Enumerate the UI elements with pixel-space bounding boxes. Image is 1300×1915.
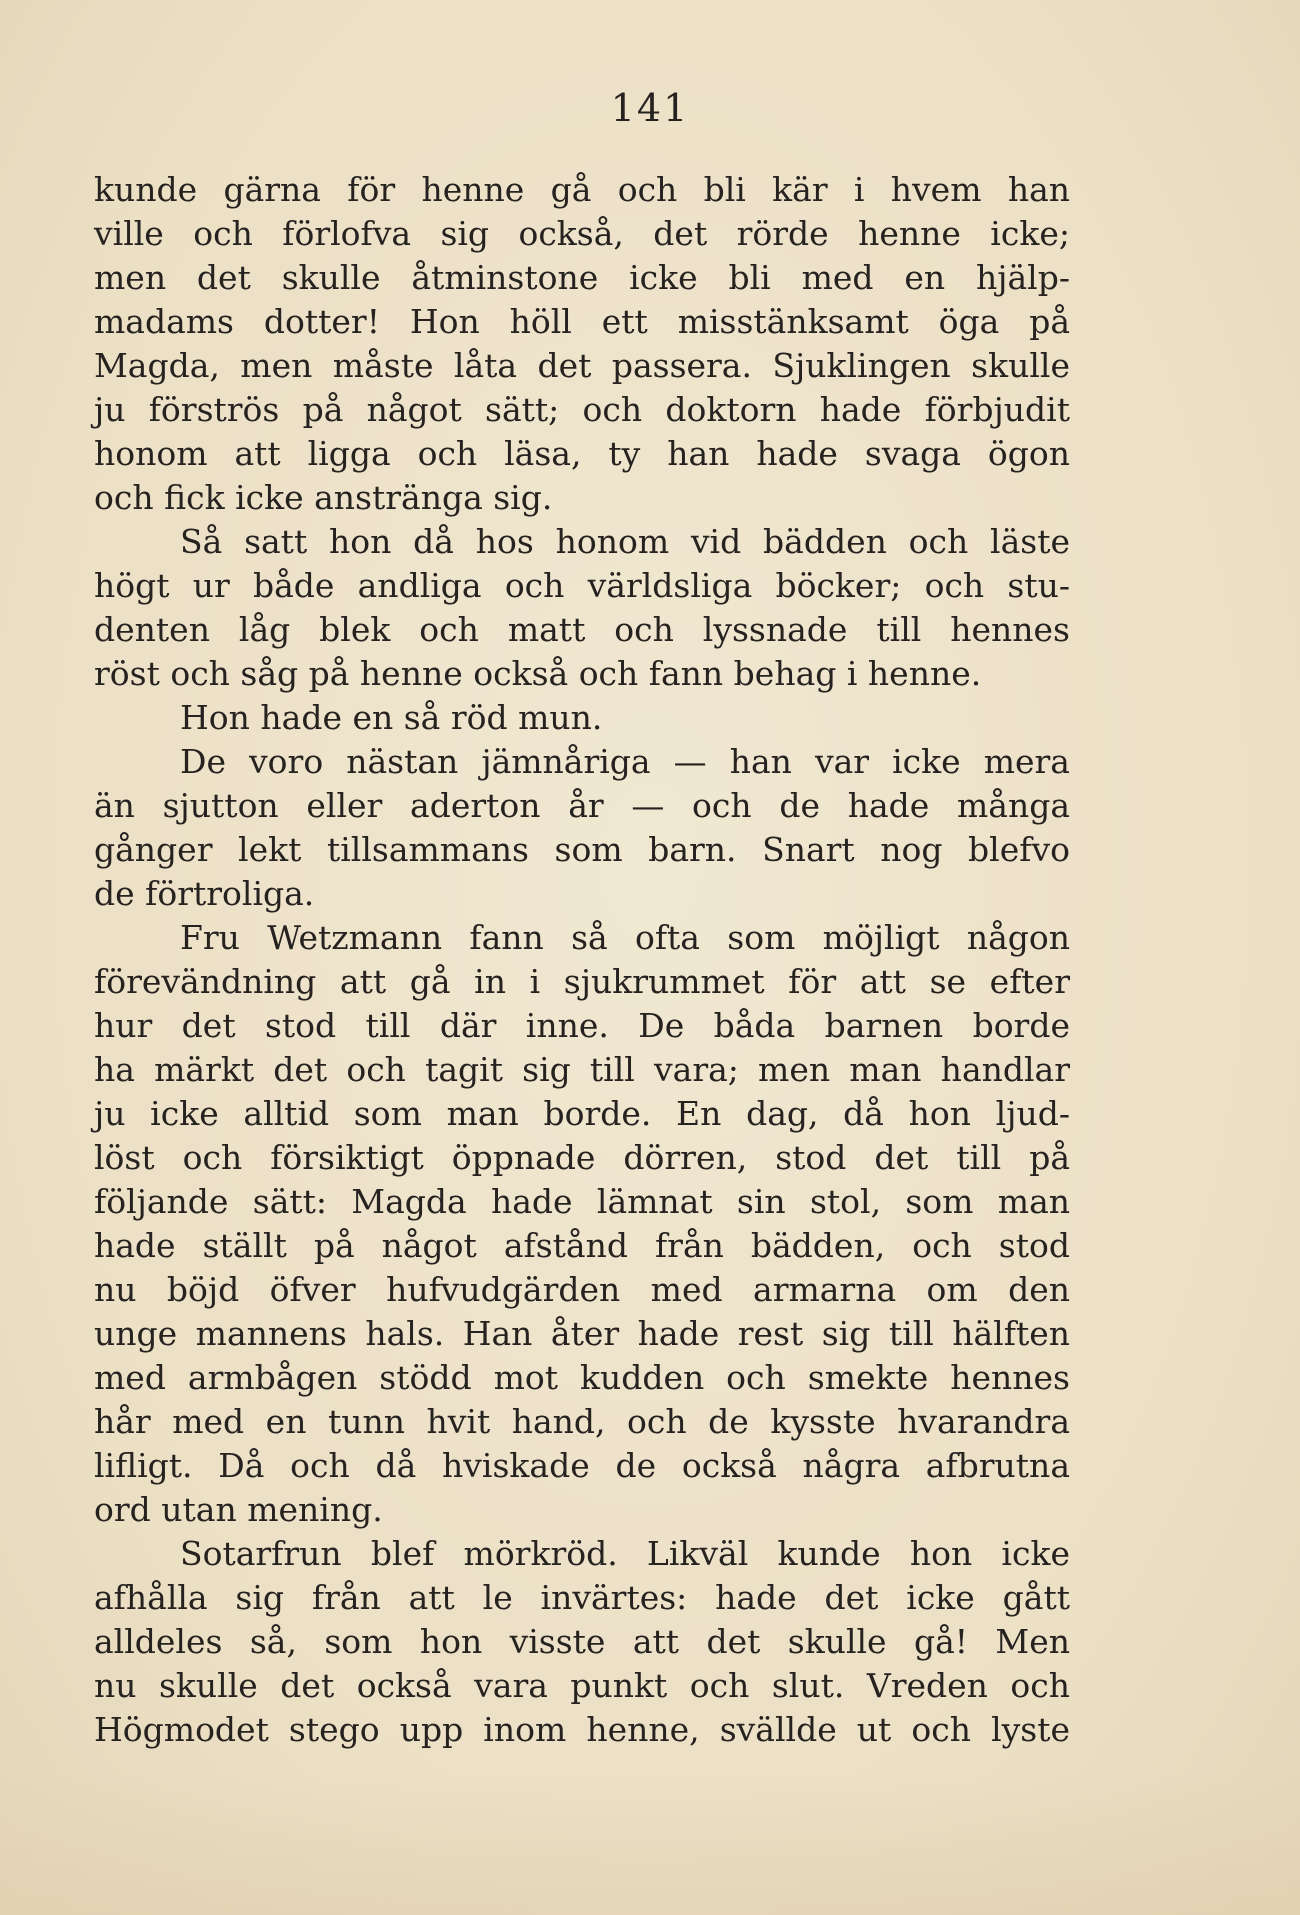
- text-line: ville och förlofva sig också, det rörde henne icke;: [94, 214, 1070, 253]
- text-line: honom att ligga och läsa, ty han hade svaga ögon: [94, 434, 1070, 473]
- text-line: och fick icke anstränga sig.: [94, 478, 553, 517]
- text-line: gånger lekt tillsammans som barn. Snart nog blefvo: [94, 830, 1070, 869]
- page-number: 141: [610, 86, 690, 130]
- text-line: alldeles så, som hon visste att det skulle gå! Men: [94, 1622, 1070, 1661]
- text-line: Fru Wetzmann fann så ofta som möjligt någon: [180, 918, 1070, 957]
- text-line: ha märkt det och tagit sig till vara; men man handlar: [94, 1050, 1070, 1089]
- text-line: ju icke alltid som man borde. En dag, då hon ljud-: [94, 1094, 1070, 1133]
- text-line: röst och såg på henne också och fann behag i henne.: [94, 654, 982, 693]
- text-line: nu skulle det också vara punkt och slut. Vreden och: [94, 1666, 1070, 1705]
- text-line: unge mannens hals. Han åter hade rest sig till hälften: [94, 1314, 1070, 1353]
- text-line: hade ställt på något afstånd från bädden, och stod: [94, 1226, 1070, 1265]
- text-line: Högmodet stego upp inom henne, svällde ut och lyste: [94, 1710, 1070, 1749]
- text-line: madams dotter! Hon höll ett misstänksamt öga på: [94, 302, 1070, 341]
- text-line: Så satt hon då hos honom vid bädden och läste: [180, 522, 1070, 561]
- text-line: nu böjd öfver hufvudgärden med armarna om den: [94, 1270, 1070, 1309]
- text-line: men det skulle åtminstone icke bli med en hjälp-: [94, 258, 1070, 297]
- text-line: kunde gärna för henne gå och bli kär i hvem han: [94, 170, 1070, 209]
- text-line: hur det stod till där inne. De båda barnen borde: [94, 1006, 1070, 1045]
- body-text: [94, 168, 1070, 1752]
- text-line: hår med en tunn hvit hand, och de kysste hvarandra: [94, 1402, 1070, 1441]
- text-line: högt ur både andliga och världsliga böcker; och stu-: [94, 566, 1070, 605]
- text-line: afhålla sig från att le invärtes: hade det icke gått: [94, 1578, 1070, 1617]
- text-line: Magda, men måste låta det passera. Sjuklingen skulle: [94, 346, 1070, 385]
- text-line: följande sätt: Magda hade lämnat sin stol, som man: [94, 1182, 1070, 1221]
- text-line: denten låg blek och matt och lyssnade till hennes: [94, 610, 1070, 649]
- text-line: lifligt. Då och då hviskade de också några afbrutna: [94, 1446, 1070, 1485]
- text-line: förevändning att gå in i sjukrummet för att se efter: [94, 962, 1070, 1001]
- text-line: ju förströs på något sätt; och doktorn hade förbjudit: [94, 390, 1070, 429]
- text-line: med armbågen stödd mot kudden och smekte hennes: [94, 1358, 1070, 1397]
- text-line: löst och försiktigt öppnade dörren, stod det till på: [94, 1138, 1070, 1177]
- text-line: ord utan mening.: [94, 1490, 383, 1529]
- paper-shadow: [0, 1775, 1300, 1915]
- text-line: än sjutton eller aderton år — och de hade många: [94, 786, 1070, 825]
- text-line: de förtroliga.: [94, 874, 315, 913]
- text-line: Hon hade en så röd mun.: [180, 698, 603, 737]
- text-line: Sotarfrun blef mörkröd. Likväl kunde hon icke: [180, 1534, 1070, 1573]
- text-line: De voro nästan jämnåriga — han var icke mera: [180, 742, 1070, 781]
